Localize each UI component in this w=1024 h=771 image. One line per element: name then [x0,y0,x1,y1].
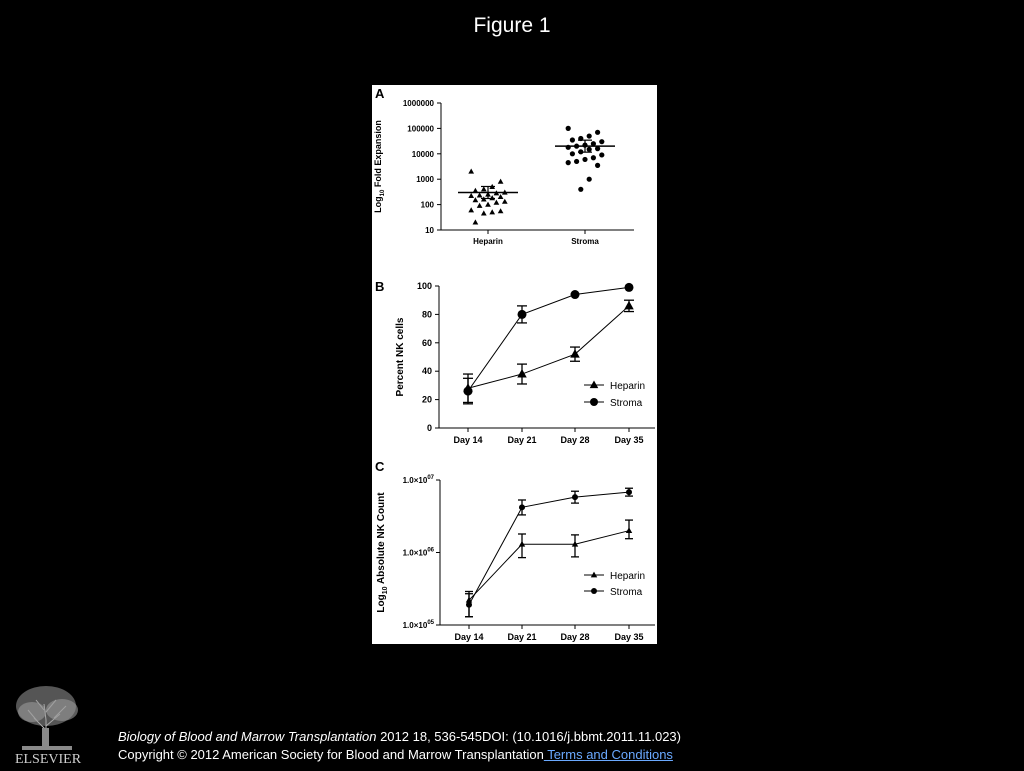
figure-svg [372,85,657,644]
panel-a-point-stroma [599,152,604,157]
panel-a-point-stroma [574,159,579,164]
panel-b-legend-marker-stroma [590,398,598,406]
panel-a-label: A [375,86,385,101]
panel-a-point-stroma [566,126,571,131]
panel-a-point-stroma [587,177,592,182]
figure-panel [372,85,657,644]
panel-c-line-stroma [469,492,629,605]
panel-a-point-stroma [587,133,592,138]
panel-c-point-stroma [626,489,632,495]
panel-a-point-heparin [468,193,474,198]
panel-b-y-tick-label: 20 [421,394,432,405]
copyright-line [118,747,673,762]
copyright-text: Copyright © 2012 American Society for Blood and Marrow Transplantation [118,747,544,762]
panel-c-y-tick-label: $1.0\times 10^{07}$ [402,475,434,485]
panel-a-y-tick-label: 10 [425,226,434,235]
panel-a-point-stroma [570,151,575,156]
panel-a-point-stroma [587,147,592,152]
panel-a-point-stroma [595,130,600,135]
panel-a-point-stroma [566,160,571,165]
panel-b-point-stroma [464,387,473,396]
panel-c-x-tick-label: Day 28 [560,632,590,642]
panel-c-legend-marker-stroma [591,588,597,594]
panel-b-point-stroma [571,290,580,299]
panel-c-y-label: Log$_{10}$ Absolute NK Count [376,492,389,613]
panel-b-y-label: Percent NK cells [395,317,406,397]
elsevier-wordmark: ELSEVIER [14,752,82,766]
panel-b-x-tick-label: Day 14 [453,435,483,445]
panel-a-point-stroma [582,157,587,162]
elsevier-tree-icon [8,680,88,766]
slide-title: Figure 1 [473,14,551,37]
panel-b-line-stroma [468,287,629,391]
panel-a-point-stroma [570,137,575,142]
panel-b-legend-marker-heparin [590,381,599,389]
panel-a-x-tick-label: Stroma [571,237,599,246]
panel-b-point-stroma [518,310,527,319]
panel-c-y-tick-label: $1.0\times 10^{06}$ [402,547,434,558]
panel-c-legend-marker-heparin [591,572,597,578]
panel-b-x-tick-label: Day 28 [560,435,590,445]
panel-c-point-stroma [466,602,472,608]
panel-c-label: C [375,459,385,474]
panel-b-y-tick-label: 60 [421,337,432,348]
panel-b-y-tick-label: 80 [421,309,432,320]
panel-c-line-heparin [469,531,629,600]
panel-a-y-tick-label: 1000000 [402,99,434,108]
panel-a-y-label: Log$_{10}$ Fold Expansion [373,120,386,213]
panel-a-point-heparin [477,203,483,208]
panel-c-point-stroma [572,494,578,500]
panel-a-point-stroma [599,139,604,144]
panel-a-y-tick-label: 100000 [407,124,434,134]
panel-c-legend-label-stroma: Stroma [610,587,643,598]
panel-a-point-stroma [591,155,596,160]
panel-c-y-tick-label: $1.0\times 10^{05}$ [402,620,434,630]
terms-and-conditions-link[interactable]: Terms and Conditions [543,747,673,762]
panel-b-point-heparin [624,301,634,310]
panel-a-y-tick-label: 100 [420,200,434,210]
panel-a-point-heparin [468,169,474,174]
panel-a-x-tick-label: Heparin [473,237,503,246]
citation-line [118,729,681,744]
panel-b-y-tick-label: 100 [416,281,432,291]
elsevier-logo [8,680,88,766]
panel-a-point-heparin [473,219,479,224]
panel-b-line-heparin [468,306,629,388]
panel-b-point-stroma [625,283,634,292]
panel-a-point-heparin [481,210,487,215]
panel-c-legend-label-heparin: Heparin [610,571,646,582]
panel-c-x-tick-label: Day 14 [454,632,484,642]
panel-b-x-tick-label: Day 35 [614,435,644,445]
panel-a-point-heparin [485,202,491,207]
panel-a-point-stroma [578,187,583,192]
panel-c-x-tick-label: Day 35 [614,632,644,642]
panel-c-point-heparin [626,527,632,533]
panel-a-point-heparin [498,179,504,184]
panel-a-point-stroma [595,163,600,168]
panel-a-y-tick-label: 1000 [416,175,434,185]
panel-a-y-tick-label: 10000 [411,149,434,159]
panel-a-point-heparin [498,208,504,213]
panel-a-point-heparin [502,199,508,204]
panel-c-point-stroma [519,504,525,510]
citation-details: 2012 18, 536-545DOI: (10.1016/j.bbmt.2011.11.023) [376,729,681,744]
panel-b-label: B [375,279,385,294]
journal-name: Biology of Blood and Marrow Transplantation [118,729,377,744]
panel-b-legend-label-heparin: Heparin [610,381,646,392]
panel-b-y-tick-label: 40 [421,366,432,377]
panel-b-y-tick-label: 0 [426,423,432,433]
panel-a-point-heparin [468,207,474,212]
panel-c-x-tick-label: Day 21 [507,632,537,642]
panel-c-point-heparin [519,541,525,547]
panel-b-x-tick-label: Day 21 [507,435,537,445]
panel-b-point-heparin [570,349,580,358]
panel-a-point-heparin [489,209,495,214]
panel-b-legend-label-stroma: Stroma [610,398,643,409]
panel-a-point-heparin [494,200,500,205]
